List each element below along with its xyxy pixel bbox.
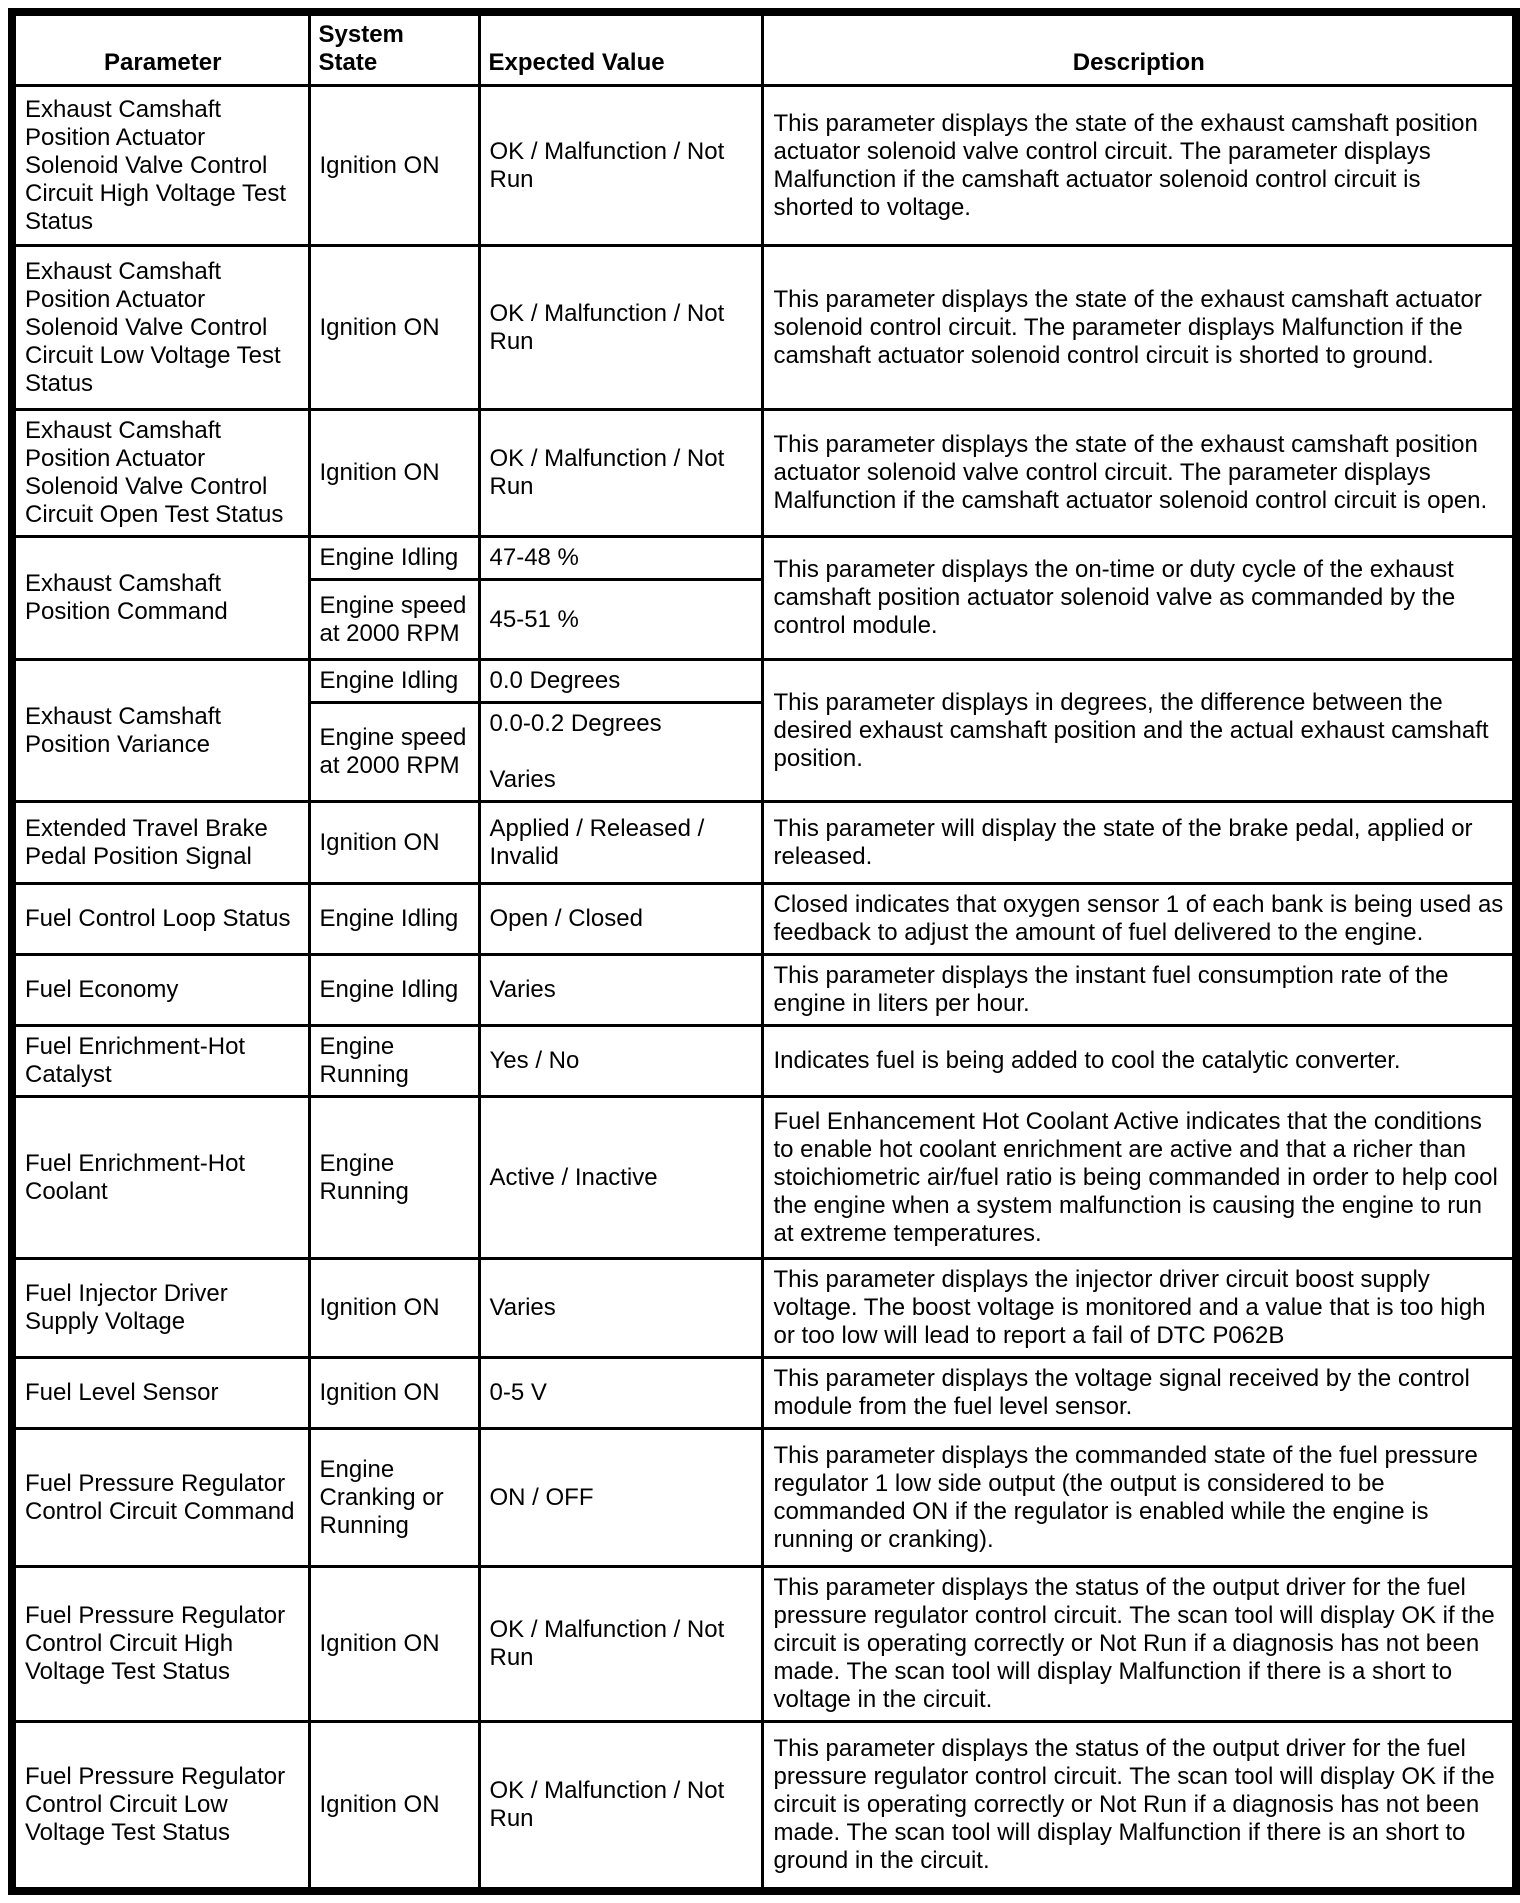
system-state-cell: Engine speed at 2000 RPM <box>309 703 479 802</box>
description-cell: This parameter displays in degrees, the difference between the desired exhaust camshaft position and the actual exhaust camshaft position. <box>762 660 1516 802</box>
expected-value-cell <box>479 1259 762 1358</box>
parameter-cell: Exhaust Camshaft Position Actuator Solenoid Valve Control Circuit Low Voltage Test Status <box>12 246 309 410</box>
system-state-cell: Ignition ON <box>309 1567 479 1722</box>
description-cell: This parameter displays the injector driver circuit boost supply voltage. The boost voltage is monitored and a value that is too high or too low will lead to report a fail of DTC P062B <box>762 1259 1516 1358</box>
expected-value-cell <box>479 660 762 703</box>
system-state-cell: Ignition ON <box>309 802 479 884</box>
expected-value-text: Open / Closed <box>489 905 643 932</box>
table-row <box>12 1026 1516 1097</box>
description-cell: This parameter displays the state of the exhaust camshaft position actuator solenoid valve control circuit. The parameter displays Malfunction if the camshaft actuator solenoid control circuit is shorted to voltage. <box>762 86 1516 246</box>
description-cell: This parameter displays the status of the output driver for the fuel pressure regulator control circuit. The scan tool will display OK if the circuit is operating correctly or Not Run if a diagnosis has not been made. The scan tool will display Malfunction if there is a short to voltage in the circuit. <box>762 1567 1516 1722</box>
description-cell: This parameter displays the state of the exhaust camshaft position actuator solenoid valve control circuit. The parameter displays Malfunction if the camshaft actuator solenoid control circuit is open. <box>762 410 1516 537</box>
table-row <box>12 1259 1516 1358</box>
description-cell: Closed indicates that oxygen sensor 1 of each bank is being used as feedback to adjust the amount of fuel delivered to the engine. <box>762 884 1516 955</box>
table-row <box>12 410 1516 537</box>
system-state-cell: Engine Idling <box>309 660 479 703</box>
column-header-system-state: System State <box>309 12 479 86</box>
expected-value-cell <box>479 802 762 884</box>
parameter-cell: Fuel Injector Driver Supply Voltage <box>12 1259 309 1358</box>
description-cell: This parameter displays the voltage signal received by the control module from the fuel level sensor. <box>762 1358 1516 1429</box>
table-row <box>12 86 1516 246</box>
parameter-cell: Exhaust Camshaft Position Command <box>12 537 309 660</box>
expected-value-cell <box>479 884 762 955</box>
parameter-cell: Fuel Pressure Regulator Control Circuit Command <box>12 1429 309 1567</box>
expected-value-cell <box>479 703 762 802</box>
parameter-table-header <box>12 12 1516 86</box>
description-cell: Fuel Enhancement Hot Coolant Active indicates that the conditions to enable hot coolant enrichment are active and that a richer than stoichiometric air/fuel ratio is being commanded in order to help cool the engine when a system malfunction is causing the engine to run at extreme temperatures. <box>762 1097 1516 1259</box>
description-cell: This parameter displays the state of the exhaust camshaft actuator solenoid control circuit. The parameter displays Malfunction if the camshaft actuator solenoid control circuit is shorted to ground. <box>762 246 1516 410</box>
table-row <box>12 1097 1516 1259</box>
expected-value-cell <box>479 537 762 580</box>
table-row <box>12 537 1516 580</box>
expected-value-text: 0.0 Degrees <box>489 667 621 694</box>
expected-value-cell <box>479 1722 762 1891</box>
parameter-cell: Exhaust Camshaft Position Variance <box>12 660 309 802</box>
description-cell: This parameter displays the commanded state of the fuel pressure regulator 1 low side output (the output is considered to be commanded ON if the regulator is enabled while the engine is running or cranking). <box>762 1429 1516 1567</box>
system-state-cell: Engine speed at 2000 RPM <box>309 580 479 660</box>
table-row <box>12 1429 1516 1567</box>
expected-value-text: OK / Malfunction / Not Run <box>489 137 725 193</box>
table-row <box>12 660 1516 703</box>
expected-value-cell <box>479 1026 762 1097</box>
description-cell: This parameter will display the state of the brake pedal, applied or released. <box>762 802 1516 884</box>
parameter-table <box>8 8 1520 1895</box>
expected-value-text: OK / Malfunction / Not Run <box>489 445 725 500</box>
parameter-cell: Exhaust Camshaft Position Actuator Solenoid Valve Control Circuit Open Test Status <box>12 410 309 537</box>
description-cell: This parameter displays the status of the output driver for the fuel pressure regulator control circuit. The scan tool will display OK if the circuit is operating correctly or Not Run if a diagnosis has not been made. The scan tool will display Malfunction if there is an short to ground in the circuit. <box>762 1722 1516 1891</box>
expected-value-cell <box>479 1429 762 1567</box>
expected-value-text: Varies <box>489 1294 556 1321</box>
expected-value-cell <box>479 955 762 1026</box>
system-state-cell: Engine Idling <box>309 884 479 955</box>
description-cell: This parameter displays the instant fuel consumption rate of the engine in liters per hour. <box>762 955 1516 1026</box>
parameter-cell: Fuel Pressure Regulator Control Circuit Low Voltage Test Status <box>12 1722 309 1891</box>
expected-value-text: Active / Inactive <box>489 1163 658 1191</box>
column-header-parameter: Parameter <box>12 12 309 86</box>
expected-value-cell <box>479 580 762 660</box>
column-header-description: Description <box>762 12 1516 86</box>
expected-value-text: 45-51 % <box>489 605 579 633</box>
description-cell: Indicates fuel is being added to cool the catalytic converter. <box>762 1026 1516 1097</box>
parameter-cell: Fuel Enrichment-Hot Catalyst <box>12 1026 309 1097</box>
table-row <box>12 1722 1516 1891</box>
parameter-cell: Exhaust Camshaft Position Actuator Solenoid Valve Control Circuit High Voltage Test Status <box>12 86 309 246</box>
parameter-cell: Fuel Control Loop Status <box>12 884 309 955</box>
expected-value-text: Applied / Released / Invalid <box>489 814 705 870</box>
table-row <box>12 802 1516 884</box>
system-state-cell: Engine Idling <box>309 537 479 580</box>
system-state-cell: Engine Running <box>309 1097 479 1259</box>
parameter-cell: Fuel Economy <box>12 955 309 1026</box>
parameter-cell: Extended Travel Brake Pedal Position Signal <box>12 802 309 884</box>
parameter-cell: Fuel Pressure Regulator Control Circuit High Voltage Test Status <box>12 1567 309 1722</box>
system-state-cell: Ignition ON <box>309 1259 479 1358</box>
table-row <box>12 955 1516 1026</box>
expected-value-cell <box>479 1567 762 1722</box>
expected-value-text: OK / Malfunction / Not Run <box>489 1776 725 1832</box>
expected-value-text: Varies <box>489 976 556 1003</box>
expected-value-text: Varies <box>489 766 556 793</box>
parameter-cell: Fuel Level Sensor <box>12 1358 309 1429</box>
expected-value-cell <box>479 1358 762 1429</box>
expected-value-text: 47-48 % <box>489 544 579 571</box>
table-row <box>12 1567 1516 1722</box>
expected-value-text: 0-5 V <box>489 1379 547 1406</box>
system-state-cell: Engine Idling <box>309 955 479 1026</box>
table-row <box>12 246 1516 410</box>
system-state-cell: Ignition ON <box>309 246 479 410</box>
table-row <box>12 884 1516 955</box>
parameter-table-body <box>12 86 1516 1891</box>
parameter-cell: Fuel Enrichment-Hot Coolant <box>12 1097 309 1259</box>
description-cell: This parameter displays the on-time or duty cycle of the exhaust camshaft position actuator solenoid valve as commanded by the control module. <box>762 537 1516 660</box>
system-state-cell: Ignition ON <box>309 86 479 246</box>
expected-value-text: Yes / No <box>489 1047 580 1074</box>
expected-value-cell <box>479 1097 762 1259</box>
system-state-cell: Ignition ON <box>309 1722 479 1891</box>
expected-value-text: ON / OFF <box>489 1483 594 1511</box>
system-state-cell: Ignition ON <box>309 410 479 537</box>
column-header-expected-value: Expected Value <box>479 12 762 86</box>
table-row <box>12 1358 1516 1429</box>
expected-value-cell <box>479 410 762 537</box>
expected-value-text: 0.0-0.2 Degrees <box>489 710 662 737</box>
system-state-cell: Engine Running <box>309 1026 479 1097</box>
expected-value-cell <box>479 86 762 246</box>
expected-value-text: OK / Malfunction / Not Run <box>489 1616 725 1671</box>
system-state-cell: Engine Cranking or Running <box>309 1429 479 1567</box>
system-state-cell: Ignition ON <box>309 1358 479 1429</box>
header-row <box>12 12 1516 86</box>
expected-value-text: OK / Malfunction / Not Run <box>489 299 725 355</box>
expected-value-cell <box>479 246 762 410</box>
